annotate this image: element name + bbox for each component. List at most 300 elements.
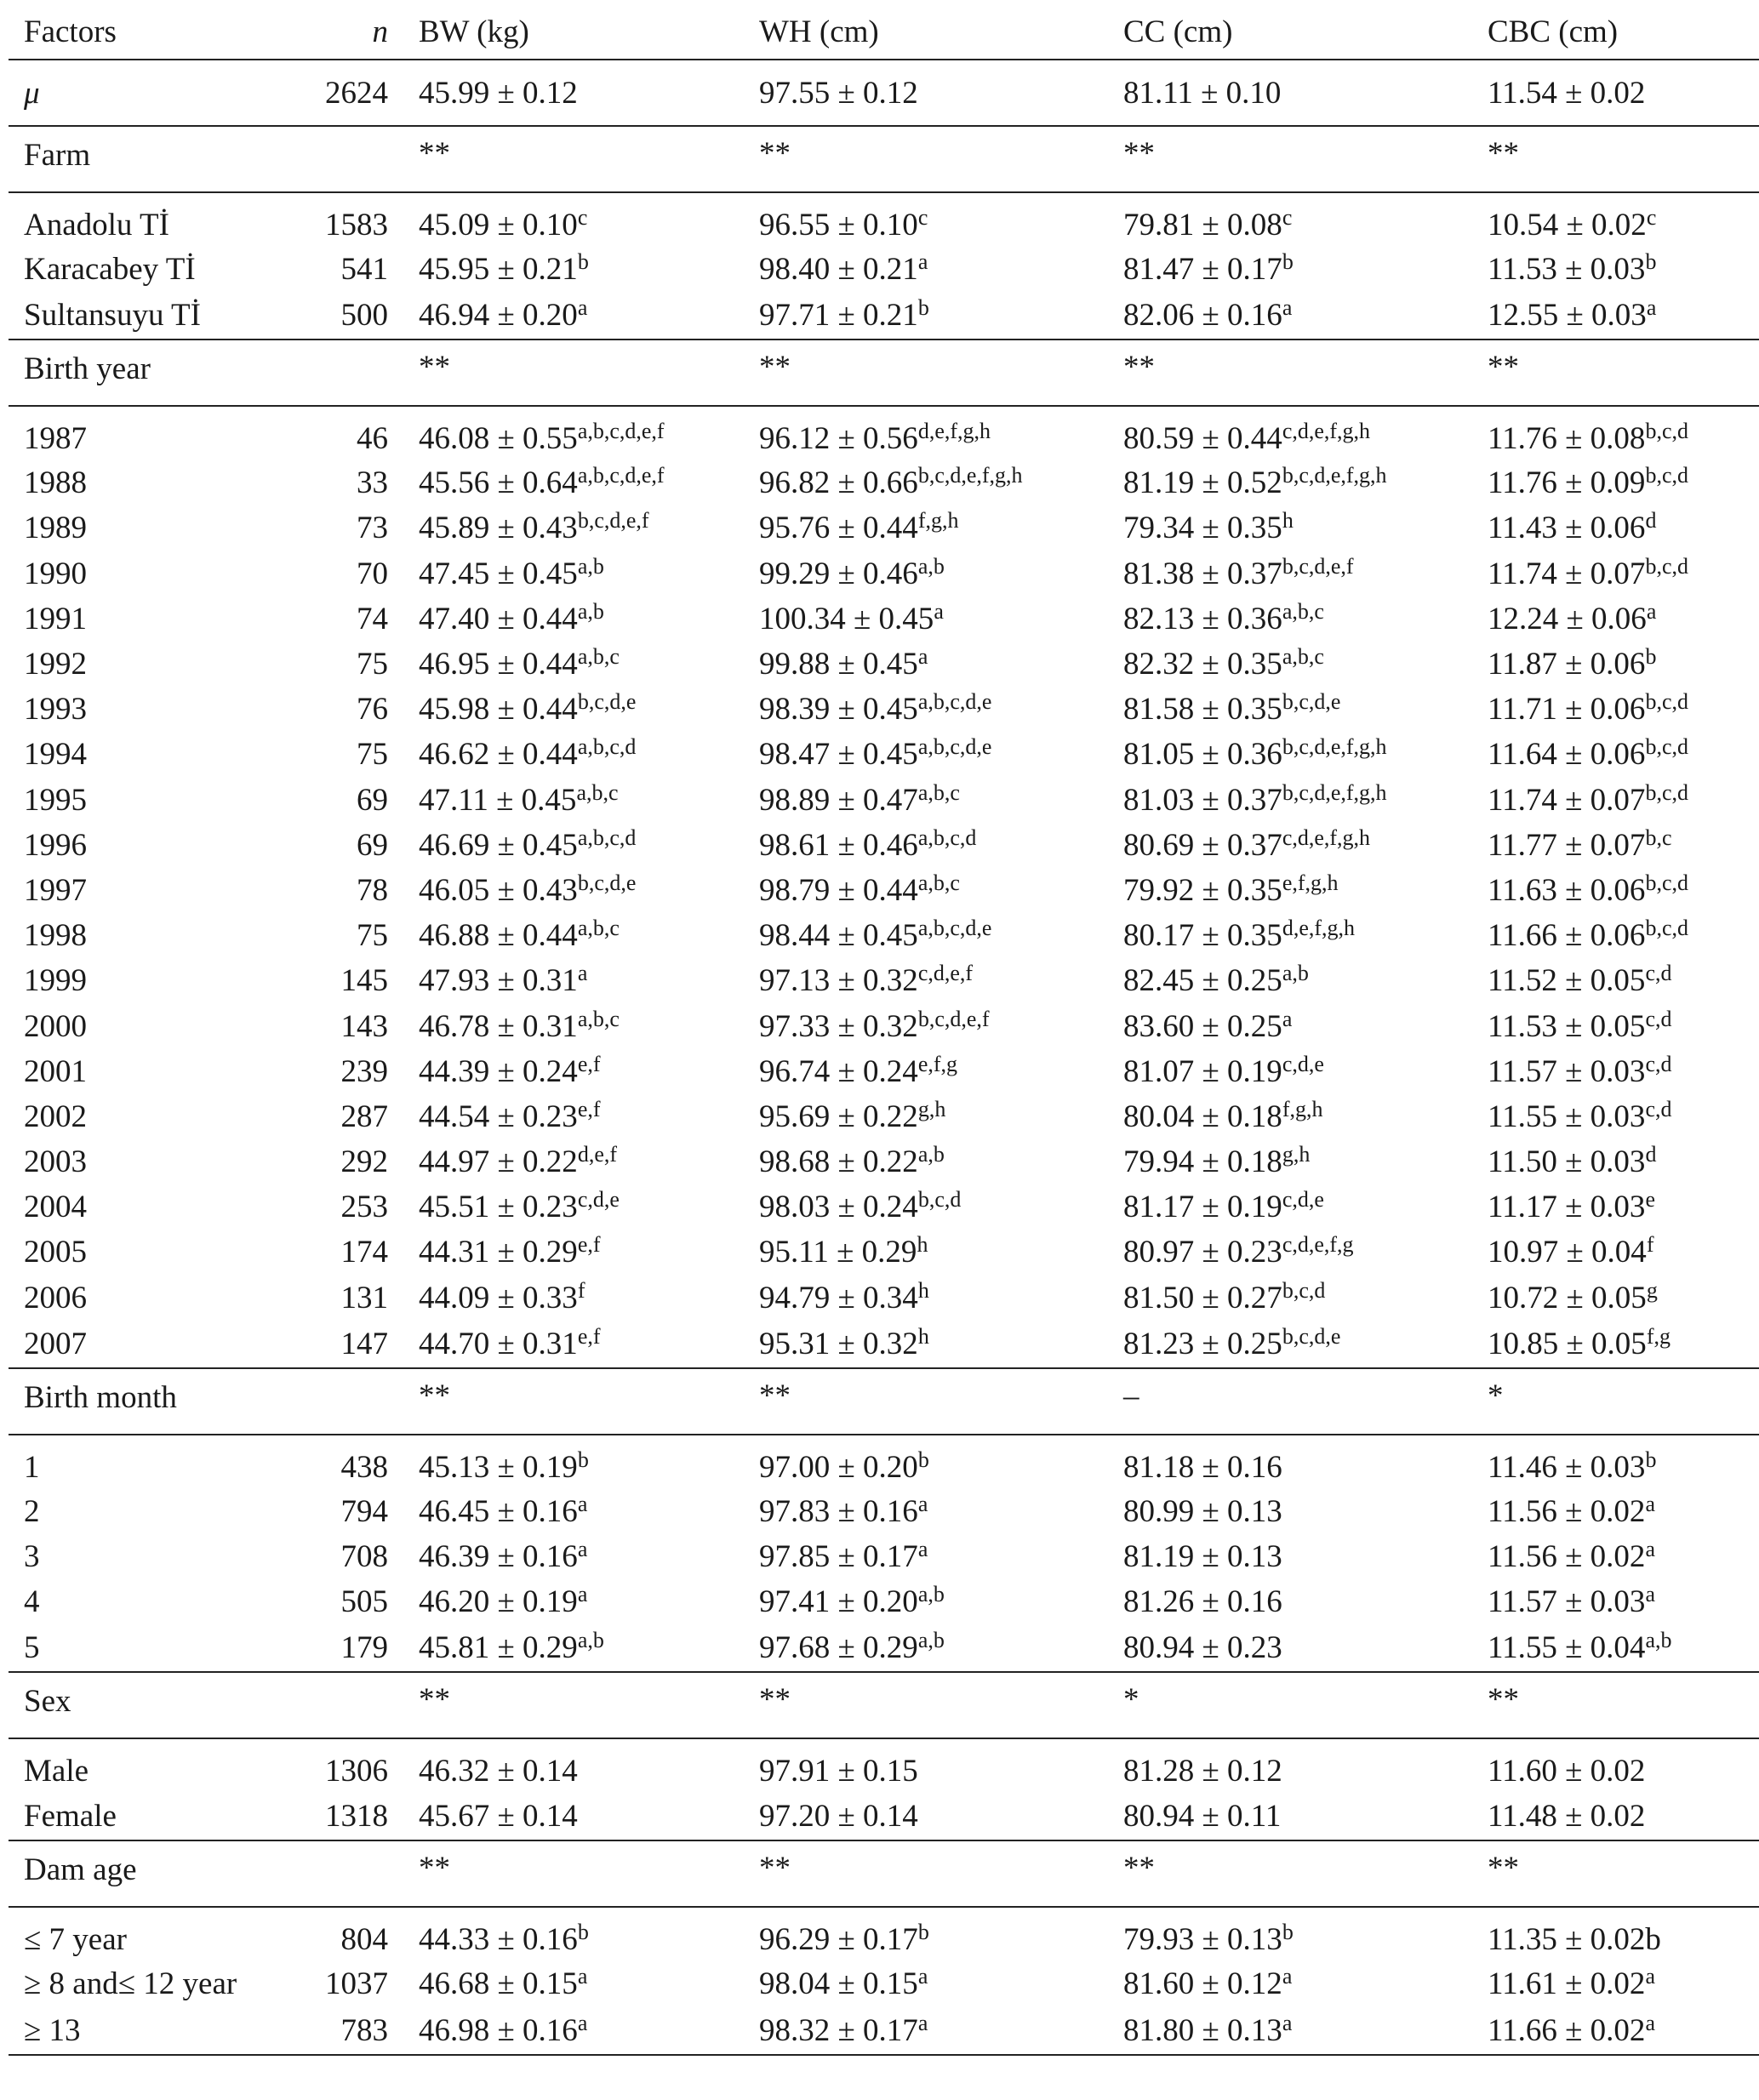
cell-value: 94.79 ± 0.34 xyxy=(759,1280,918,1315)
significance-bw: ** xyxy=(403,1368,744,1435)
cell-wh xyxy=(744,1094,1108,1139)
cell-superscript: b xyxy=(1645,249,1657,275)
cell-value: 11.50 ± 0.03 xyxy=(1488,1144,1646,1180)
row-n: 145 xyxy=(340,963,388,999)
cell-superscript: e,f xyxy=(577,1232,601,1258)
row-n: 1583 xyxy=(325,208,388,243)
cell-value: 98.39 ± 0.45 xyxy=(759,692,918,728)
row-label: 1990 xyxy=(24,556,87,591)
cell-value: 11.48 ± 0.02 xyxy=(1488,1799,1646,1835)
cell-superscript: b,c,d xyxy=(1645,463,1688,488)
cell-cbc xyxy=(1472,551,1759,596)
cell-value: 81.17 ± 0.19 xyxy=(1123,1190,1282,1225)
cell-wh xyxy=(744,1435,1108,1489)
cell-superscript: a,b,c,d,e,f xyxy=(577,463,665,488)
cell-superscript: d xyxy=(1645,1142,1657,1167)
cell-value: 81.19 ± 0.13 xyxy=(1123,1539,1282,1575)
cell-cbc xyxy=(1472,1435,1759,1489)
row-n: 179 xyxy=(264,1624,403,1672)
row-n: 239 xyxy=(340,1053,388,1089)
cell-cc xyxy=(1108,913,1472,958)
cell-value: 98.61 ± 0.46 xyxy=(759,827,918,863)
table-row xyxy=(9,292,1759,340)
cell-bw xyxy=(403,1184,744,1230)
cell-value: 11.53 ± 0.03 xyxy=(1488,252,1646,288)
cell-value: 11.43 ± 0.06 xyxy=(1488,511,1646,546)
cell-value: 11.61 ± 0.02 xyxy=(1488,1966,1646,2002)
cell-value: 47.40 ± 0.44 xyxy=(419,601,578,636)
cell-value: 81.26 ± 0.16 xyxy=(1123,1584,1282,1620)
cell-superscript: a xyxy=(917,2010,928,2035)
cell-wh xyxy=(744,687,1108,732)
cell-value: 81.03 ± 0.37 xyxy=(1123,782,1282,818)
cell-superscript: e,f xyxy=(577,1323,601,1349)
row-label: 3 xyxy=(24,1539,40,1575)
cell-wh xyxy=(744,1534,1108,1579)
cell-value: 81.38 ± 0.37 xyxy=(1123,556,1282,591)
section-n-empty xyxy=(264,126,403,192)
cell-value: 47.45 ± 0.45 xyxy=(419,556,578,591)
row-label: ≥ 13 xyxy=(9,2007,264,2055)
cell-value: 95.11 ± 0.29 xyxy=(759,1235,917,1270)
section-title: Sex xyxy=(9,1672,264,1738)
cell-superscript: h xyxy=(917,1277,929,1303)
cell-superscript: a xyxy=(577,1964,588,1989)
cell-value: 45.09 ± 0.10 xyxy=(419,208,578,243)
cell-cc xyxy=(1108,1184,1472,1230)
cell-value: 11.52 ± 0.05 xyxy=(1488,963,1646,999)
mu-row xyxy=(9,60,1759,126)
cell-bw xyxy=(403,823,744,868)
cell-cbc xyxy=(1472,958,1759,1003)
cell-value: 97.13 ± 0.32 xyxy=(759,963,918,999)
cell-cbc xyxy=(1472,642,1759,687)
cell-wh xyxy=(744,406,1108,460)
section-title: Birth year xyxy=(9,340,264,406)
cell-superscript: b xyxy=(577,1920,589,1945)
cell-value: 11.74 ± 0.07 xyxy=(1488,556,1646,591)
table-row xyxy=(9,192,1759,247)
cell-value: 11.55 ± 0.04 xyxy=(1488,1630,1646,1666)
row-n: 131 xyxy=(340,1280,388,1315)
cell-value: 11.46 ± 0.03 xyxy=(1488,1449,1646,1485)
cell-value: 46.94 ± 0.20 xyxy=(419,298,578,334)
cell-value: 10.54 ± 0.02 xyxy=(1488,208,1647,243)
cell-bw xyxy=(403,1793,744,1840)
cell-wh xyxy=(744,292,1108,340)
row-n: 73 xyxy=(357,511,388,546)
cell-superscript: a xyxy=(577,961,588,986)
table-row xyxy=(9,1534,1759,1579)
cell-wh xyxy=(744,551,1108,596)
cell-wh xyxy=(744,913,1108,958)
cell-wh xyxy=(744,505,1108,551)
cell-value: 81.47 ± 0.17 xyxy=(1123,252,1282,288)
row-label: 1999 xyxy=(24,963,87,999)
table-row xyxy=(9,247,1759,292)
cell-cbc xyxy=(1472,2007,1759,2055)
cell-value: 80.69 ± 0.37 xyxy=(1123,827,1282,863)
cell-superscript: c xyxy=(1646,205,1657,230)
cell-value: 44.97 ± 0.22 xyxy=(419,1144,578,1180)
table-row xyxy=(9,1738,1759,1793)
cell-superscript: b xyxy=(917,295,929,321)
cell-cc xyxy=(1108,868,1472,913)
cell-value: 11.76 ± 0.08 xyxy=(1488,421,1646,457)
cell-cbc xyxy=(1472,1321,1759,1368)
cell-superscript: a,b,c,d,e xyxy=(917,734,992,760)
cell-cbc xyxy=(1472,247,1759,292)
row-n: 33 xyxy=(357,465,388,501)
cell-superscript: f,g,h xyxy=(1282,1096,1323,1121)
cell-value: 46.45 ± 0.16 xyxy=(419,1493,578,1529)
row-label: Female xyxy=(9,1793,264,1840)
cell-cbc xyxy=(1472,778,1759,823)
cell-cc xyxy=(1108,505,1472,551)
cell-bw xyxy=(403,1049,744,1094)
significance-wh: ** xyxy=(744,1672,1108,1738)
cell-value: 11.60 ± 0.02 xyxy=(1488,1754,1646,1789)
cell-cbc xyxy=(1472,1489,1759,1534)
cell-superscript: f xyxy=(1646,1232,1654,1258)
cell-bw xyxy=(403,1579,744,1624)
cell-superscript: b,c,d xyxy=(1645,419,1688,444)
row-label: Male xyxy=(24,1754,89,1789)
cell-value: 98.44 ± 0.45 xyxy=(759,918,918,954)
mu-cc: 81.11 ± 0.10 xyxy=(1108,60,1472,126)
cell-value: 82.13 ± 0.36 xyxy=(1123,601,1282,636)
cell-superscript: b,c,d,e,f,g,h xyxy=(1282,779,1387,805)
significance-bw: ** xyxy=(403,1840,744,1907)
cell-value: 80.94 ± 0.23 xyxy=(1123,1630,1282,1666)
cell-value: 11.55 ± 0.03 xyxy=(1488,1099,1646,1134)
row-n: 75 xyxy=(357,737,388,773)
cell-cc xyxy=(1108,642,1472,687)
cell-superscript: a,b,c xyxy=(577,1006,620,1031)
row-n: 1318 xyxy=(264,1793,403,1840)
cell-superscript: a xyxy=(577,1537,588,1562)
cell-cc xyxy=(1108,1489,1472,1534)
cell-bw xyxy=(403,1624,744,1672)
cell-bw xyxy=(403,1275,744,1321)
cell-value: 96.12 ± 0.56 xyxy=(759,421,918,457)
cell-superscript: g,h xyxy=(917,1096,946,1121)
table-row xyxy=(9,1275,1759,1321)
cell-superscript: b,c,d,e,f xyxy=(577,508,649,534)
cell-value: 11.57 ± 0.03 xyxy=(1488,1584,1646,1620)
header-wh: WH (cm) xyxy=(744,5,1108,60)
cell-cbc xyxy=(1472,1907,1759,1961)
table-row xyxy=(9,551,1759,596)
cell-superscript: b,c,d xyxy=(1645,870,1688,895)
cell-superscript: b,c,d xyxy=(1645,779,1688,805)
cell-superscript: b xyxy=(1645,1447,1657,1472)
cell-superscript: a,b xyxy=(917,553,945,579)
row-n: 1306 xyxy=(325,1754,388,1789)
cell-bw xyxy=(403,1094,744,1139)
cell-superscript: b xyxy=(577,1447,589,1472)
section-n-empty xyxy=(264,340,403,406)
cell-superscript: h xyxy=(1282,508,1294,534)
cell-value: 97.41 ± 0.20 xyxy=(759,1584,918,1620)
cell-superscript: a,b,c,d,e xyxy=(917,689,992,715)
cell-superscript: a xyxy=(934,598,944,624)
cell-superscript: b xyxy=(1645,644,1657,670)
cell-cc xyxy=(1108,1049,1472,1094)
cell-superscript: b,c,d xyxy=(1282,1277,1326,1303)
section-n-empty xyxy=(264,1672,403,1738)
cell-value: 46.78 ± 0.31 xyxy=(419,1008,578,1044)
cell-bw xyxy=(403,1139,744,1184)
significance-wh: ** xyxy=(744,340,1108,406)
cell-value: 97.91 ± 0.15 xyxy=(759,1754,918,1789)
cell-superscript: b,c,d xyxy=(917,1187,962,1213)
cell-superscript: b xyxy=(1282,249,1294,275)
cell-cbc xyxy=(1472,1961,1759,2006)
cell-value: 100.34 ± 0.45 xyxy=(759,601,934,636)
table-row xyxy=(9,1003,1759,1048)
cell-superscript: a xyxy=(1645,2010,1655,2035)
cell-value: 80.59 ± 0.44 xyxy=(1123,421,1282,457)
cell-cbc xyxy=(1472,505,1759,551)
row-label: 1987 xyxy=(24,421,87,457)
cell-cc xyxy=(1108,1624,1472,1672)
cell-superscript: b,c,d xyxy=(1645,734,1688,760)
table-row xyxy=(9,1435,1759,1489)
row-n: 46 xyxy=(357,421,388,457)
row-n: 69 xyxy=(357,782,388,818)
cell-value: 95.76 ± 0.44 xyxy=(759,511,918,546)
cell-value: 80.94 ± 0.11 xyxy=(1123,1799,1282,1835)
cell-wh xyxy=(744,1275,1108,1321)
table-row xyxy=(9,1907,1759,1961)
cell-cc xyxy=(1108,1321,1472,1368)
cell-superscript: c,d,e,f xyxy=(917,961,974,986)
cell-bw xyxy=(403,1321,744,1368)
cell-value: 97.83 ± 0.16 xyxy=(759,1493,918,1529)
cell-superscript: a xyxy=(1282,295,1293,321)
cell-superscript: a,b xyxy=(917,1142,945,1167)
cell-cc xyxy=(1108,460,1472,505)
row-n: 1037 xyxy=(325,1966,388,2002)
cell-cbc xyxy=(1472,687,1759,732)
cell-value: 96.29 ± 0.17 xyxy=(759,1922,918,1958)
cell-bw xyxy=(403,505,744,551)
row-n: 783 xyxy=(264,2007,403,2055)
cell-superscript: a,b,c,d xyxy=(577,734,637,760)
cell-superscript: f,g xyxy=(1646,1323,1670,1349)
row-label: 2000 xyxy=(24,1008,87,1044)
table-row xyxy=(9,1624,1759,1672)
cell-superscript: a,b,c xyxy=(1282,598,1324,624)
cell-value: 45.67 ± 0.14 xyxy=(419,1799,578,1835)
cell-superscript: b,c,d xyxy=(1645,689,1688,715)
cell-cbc xyxy=(1472,406,1759,460)
cell-cbc xyxy=(1472,596,1759,642)
cell-superscript: c,d,e xyxy=(1282,1187,1324,1213)
cell-bw xyxy=(403,1003,744,1048)
cell-cc xyxy=(1108,958,1472,1003)
cell-cbc xyxy=(1472,1738,1759,1793)
cell-superscript: g,h xyxy=(1282,1142,1311,1167)
cell-wh xyxy=(744,823,1108,868)
cell-value: 11.17 ± 0.03 xyxy=(1488,1190,1646,1225)
cell-value: 46.95 ± 0.44 xyxy=(419,647,578,682)
cell-superscript: f xyxy=(577,1277,585,1303)
row-label: 1998 xyxy=(24,918,87,954)
cell-superscript: b,c xyxy=(1645,825,1672,850)
cell-superscript: c,d xyxy=(1645,1006,1672,1031)
cell-value: 11.74 ± 0.07 xyxy=(1488,782,1646,818)
cell-value: 80.04 ± 0.18 xyxy=(1123,1099,1282,1134)
cell-value: 80.99 ± 0.13 xyxy=(1123,1493,1282,1529)
cell-superscript: a,b,c,d xyxy=(577,825,637,850)
cell-superscript: b,c,d,e,f xyxy=(917,1006,990,1031)
cell-cbc xyxy=(1472,292,1759,340)
mu-cbc: 11.54 ± 0.02 xyxy=(1472,60,1759,126)
cell-superscript: a,b xyxy=(577,553,604,579)
cell-superscript: b xyxy=(917,1920,929,1945)
cell-cbc xyxy=(1472,1275,1759,1321)
cell-superscript: a,b,c xyxy=(917,870,960,895)
cell-bw xyxy=(403,913,744,958)
cell-value: 97.71 ± 0.21 xyxy=(759,298,918,334)
cell-superscript: c xyxy=(577,205,588,230)
cell-superscript: e,f,g xyxy=(917,1051,958,1076)
cell-value: 45.81 ± 0.29 xyxy=(419,1630,578,1666)
cell-value: 98.47 ± 0.45 xyxy=(759,737,918,773)
cell-superscript: e,f xyxy=(577,1051,601,1076)
cell-value: 81.58 ± 0.35 xyxy=(1123,692,1282,728)
cell-value: 82.06 ± 0.16 xyxy=(1123,298,1282,334)
cell-value: 11.35 ± 0.02b xyxy=(1488,1922,1661,1958)
row-n: 505 xyxy=(340,1584,388,1620)
cell-cc xyxy=(1108,406,1472,460)
cell-value: 12.24 ± 0.06 xyxy=(1488,601,1647,636)
cell-wh xyxy=(744,1907,1108,1961)
cell-bw xyxy=(403,958,744,1003)
cell-cbc xyxy=(1472,1579,1759,1624)
cell-cc xyxy=(1108,292,1472,340)
row-n: 174 xyxy=(340,1235,388,1270)
cell-value: 79.81 ± 0.08 xyxy=(1123,208,1282,243)
cell-superscript: a xyxy=(1645,1582,1655,1607)
cell-superscript: a xyxy=(1645,1491,1655,1516)
cell-value: 44.54 ± 0.23 xyxy=(419,1099,578,1134)
cell-value: 46.88 ± 0.44 xyxy=(419,918,578,954)
cell-superscript: a xyxy=(917,1537,928,1562)
cell-value: 97.00 ± 0.20 xyxy=(759,1449,918,1485)
row-label: 1992 xyxy=(24,647,87,682)
cell-value: 96.82 ± 0.66 xyxy=(759,465,918,501)
cell-value: 10.72 ± 0.05 xyxy=(1488,1280,1647,1315)
cell-value: 45.56 ± 0.64 xyxy=(419,465,578,501)
cell-superscript: c,d xyxy=(1645,961,1672,986)
cell-cc xyxy=(1108,1738,1472,1793)
cell-superscript: c xyxy=(1282,205,1293,230)
cell-wh xyxy=(744,642,1108,687)
cell-value: 11.63 ± 0.06 xyxy=(1488,872,1646,908)
table-row xyxy=(9,1049,1759,1094)
cell-value: 98.32 ± 0.17 xyxy=(759,2012,918,2048)
cell-cbc xyxy=(1472,1624,1759,1672)
significance-cbc: ** xyxy=(1472,126,1759,192)
cell-value: 11.71 ± 0.06 xyxy=(1488,692,1646,728)
cell-superscript: a,b,c,d xyxy=(917,825,977,850)
cell-cc xyxy=(1108,1094,1472,1139)
cell-cbc xyxy=(1472,868,1759,913)
cell-superscript: d,e,f,g,h xyxy=(917,419,991,444)
cell-value: 99.88 ± 0.45 xyxy=(759,647,918,682)
cell-superscript: a,b xyxy=(917,1582,945,1607)
significance-wh: ** xyxy=(744,1840,1108,1907)
cell-superscript: b,c,d,e xyxy=(1282,689,1341,715)
table-header xyxy=(9,5,1759,60)
cell-superscript: d,e,f,g,h xyxy=(1282,916,1356,941)
cell-superscript: c,d,e xyxy=(1282,1051,1324,1076)
cell-wh xyxy=(744,596,1108,642)
row-n: 500 xyxy=(264,292,403,340)
cell-cc xyxy=(1108,1435,1472,1489)
cell-superscript: a,b,c xyxy=(576,779,619,805)
header-row xyxy=(9,5,1759,60)
cell-superscript: a xyxy=(917,1491,928,1516)
cell-value: 95.31 ± 0.32 xyxy=(759,1326,918,1361)
cell-value: 11.87 ± 0.06 xyxy=(1488,647,1646,682)
cell-wh xyxy=(744,1489,1108,1534)
cell-value: 96.74 ± 0.24 xyxy=(759,1053,918,1089)
cell-bw xyxy=(403,460,744,505)
cell-superscript: a xyxy=(1645,1964,1655,1989)
cell-wh xyxy=(744,778,1108,823)
cell-superscript: a,b xyxy=(577,598,604,624)
cell-superscript: a xyxy=(1282,1006,1293,1031)
cell-value: 97.33 ± 0.32 xyxy=(759,1008,918,1044)
cell-superscript: g xyxy=(1646,1277,1658,1303)
row-label: 2001 xyxy=(24,1053,87,1089)
cell-superscript: c,d,e,f,g,h xyxy=(1282,419,1371,444)
cell-superscript: b,c,d,e xyxy=(577,689,637,715)
significance-cbc: ** xyxy=(1472,340,1759,406)
cell-superscript: a,b,c,d,e xyxy=(917,916,992,941)
cell-value: 98.79 ± 0.44 xyxy=(759,872,918,908)
cell-value: 11.76 ± 0.09 xyxy=(1488,465,1646,501)
cell-bw xyxy=(403,1907,744,1961)
cell-superscript: a xyxy=(577,1491,588,1516)
cell-cc xyxy=(1108,1534,1472,1579)
cell-value: 46.08 ± 0.55 xyxy=(419,421,578,457)
cell-cc xyxy=(1108,732,1472,777)
row-n: 541 xyxy=(340,252,388,288)
row-label: 1995 xyxy=(24,782,87,818)
cell-cc xyxy=(1108,778,1472,823)
significance-wh: ** xyxy=(744,126,1108,192)
cell-superscript: a xyxy=(917,1964,928,1989)
header-cbc: CBC (cm) xyxy=(1472,5,1759,60)
mu-bw: 45.99 ± 0.12 xyxy=(403,60,744,126)
table-row xyxy=(9,505,1759,551)
cell-value: 10.97 ± 0.04 xyxy=(1488,1235,1647,1270)
header-n: n xyxy=(264,5,403,60)
cell-value: 81.80 ± 0.13 xyxy=(1123,2012,1282,2048)
cell-cbc xyxy=(1472,1793,1759,1840)
mu-n: 2624 xyxy=(264,60,403,126)
cell-superscript: b,c,d,e,f,g,h xyxy=(1282,463,1387,488)
cell-value: 44.39 ± 0.24 xyxy=(419,1053,578,1089)
cell-value: 98.68 ± 0.22 xyxy=(759,1144,918,1180)
table-row xyxy=(9,823,1759,868)
cell-wh xyxy=(744,1230,1108,1275)
